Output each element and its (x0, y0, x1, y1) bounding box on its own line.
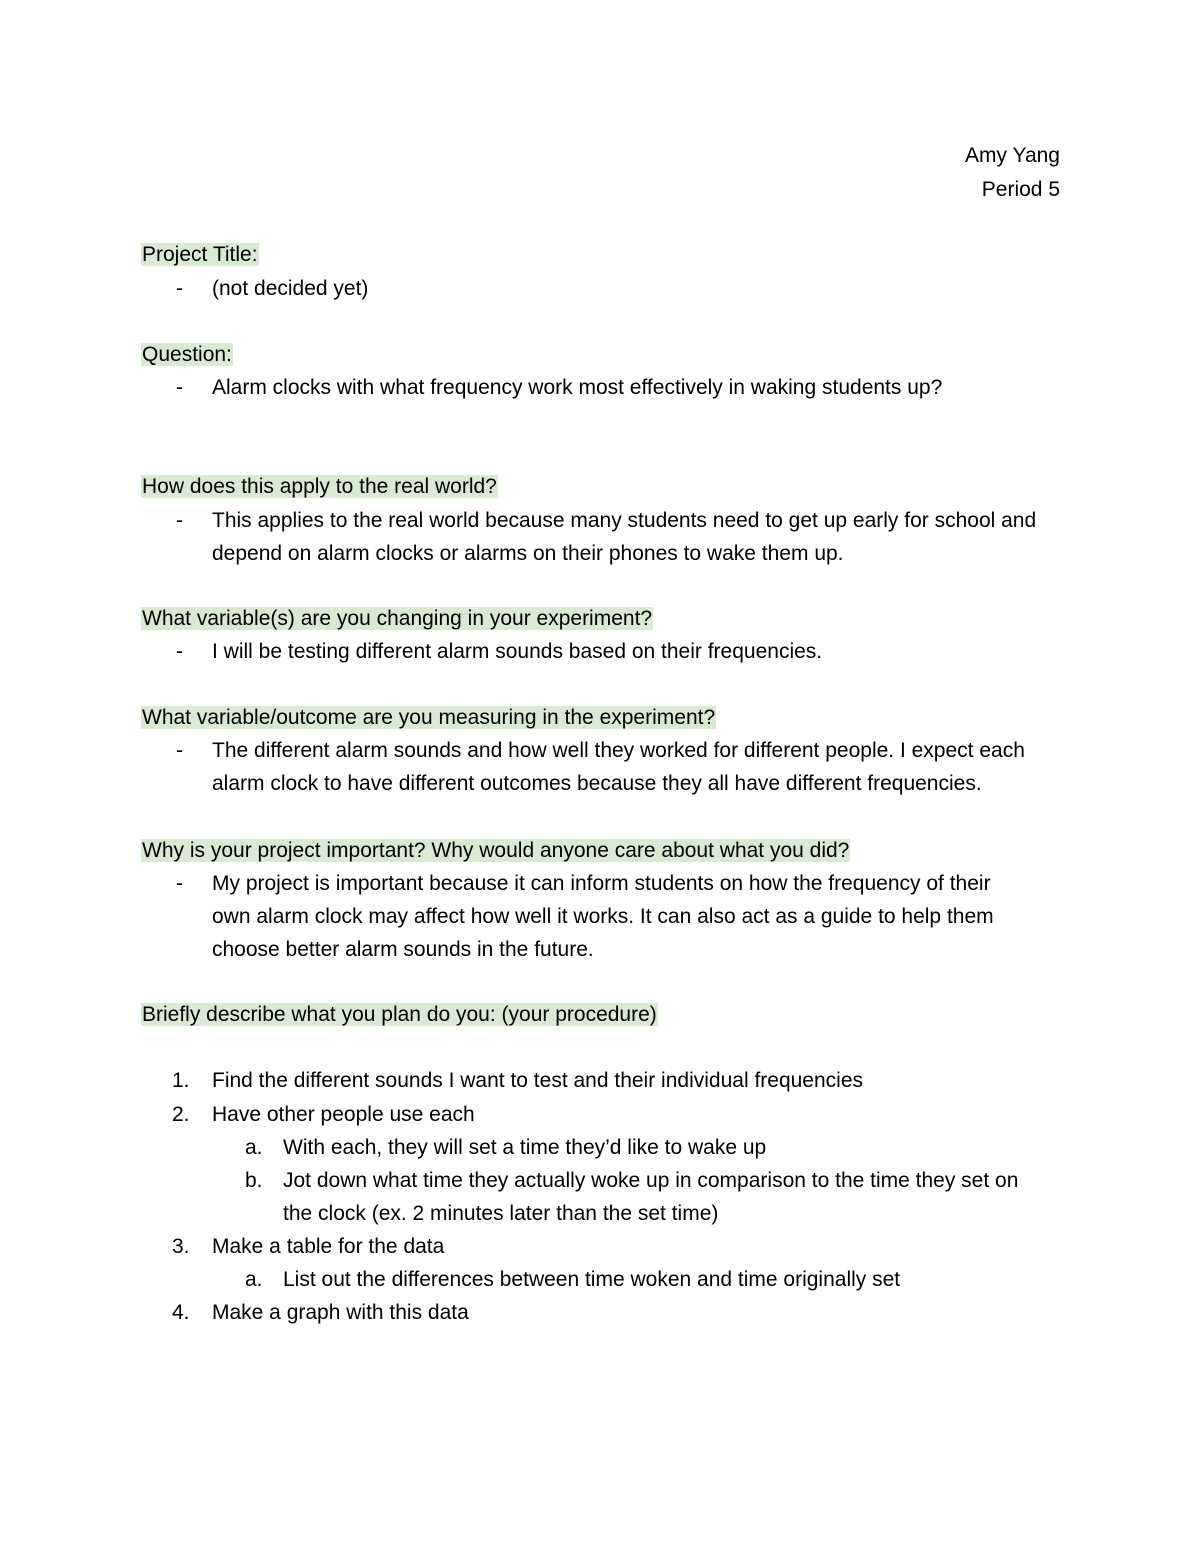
measuring-text-line-2: alarm clock to have different outcomes because they all have different frequencies. (212, 772, 982, 795)
bullet-dash: - (176, 739, 183, 762)
step-number: 3. (172, 1235, 190, 1258)
procedure-step-2b-line-1: Jot down what time they actually woke up in comparison to the time they set on (283, 1169, 1019, 1192)
student-name: Amy Yang (965, 144, 1060, 167)
project-title-text: (not decided yet) (212, 277, 369, 300)
section-heading-real-world: How does this apply to the real world? (142, 475, 497, 498)
importance-text-line-1: My project is important because it can inform students on how the frequency of their (212, 872, 991, 895)
procedure-step-3: Make a table for the data (212, 1235, 445, 1258)
class-period: Period 5 (981, 178, 1060, 201)
section-heading-procedure: Briefly describe what you plan do you: (your procedure) (142, 1003, 657, 1026)
bullet-dash: - (176, 277, 183, 300)
procedure-step-1: Find the different sounds I want to test and their individual frequencies (212, 1069, 864, 1092)
section-heading-variables-changing: What variable(s) are you changing in your experiment? (142, 607, 653, 630)
section-heading-importance: Why is your project important? Why would anyone care about what you did? (142, 839, 850, 862)
procedure-step-4: Make a graph with this data (212, 1301, 469, 1324)
importance-text-line-3: choose better alarm sounds in the future. (212, 938, 594, 961)
procedure-step-2b-line-2: the clock (ex. 2 minutes later than the set time) (283, 1202, 719, 1225)
bullet-dash: - (176, 640, 183, 663)
step-number: 4. (172, 1301, 190, 1324)
section-heading-question: Question: (142, 343, 232, 366)
step-number: 1. (172, 1069, 190, 1092)
substep-letter: b. (245, 1169, 263, 1192)
bullet-dash: - (176, 376, 183, 399)
procedure-step-2: Have other people use each (212, 1103, 475, 1126)
procedure-step-2a: With each, they will set a time they’d like to wake up (283, 1136, 767, 1159)
procedure-step-3a: List out the differences between time woken and time originally set (283, 1268, 901, 1291)
substep-letter: a. (245, 1268, 263, 1291)
bullet-dash: - (176, 872, 183, 895)
substep-letter: a. (245, 1136, 263, 1159)
measuring-text-line-1: The different alarm sounds and how well they worked for different people. I expect each (212, 739, 1025, 762)
section-heading-project-title: Project Title: (142, 243, 258, 266)
question-text: Alarm clocks with what frequency work most effectively in waking students up? (212, 376, 943, 399)
step-number: 2. (172, 1103, 190, 1126)
bullet-dash: - (176, 509, 183, 532)
section-heading-measuring: What variable/outcome are you measuring in the experiment? (142, 706, 716, 729)
importance-text-line-2: own alarm clock may affect how well it works. It can also act as a guide to help them (212, 905, 994, 928)
variables-changing-text: I will be testing different alarm sounds based on their frequencies. (212, 640, 823, 663)
real-world-text-line-1: This applies to the real world because many students need to get up early for school and (212, 509, 1037, 532)
real-world-text-line-2: depend on alarm clocks or alarms on their phones to wake them up. (212, 542, 844, 565)
